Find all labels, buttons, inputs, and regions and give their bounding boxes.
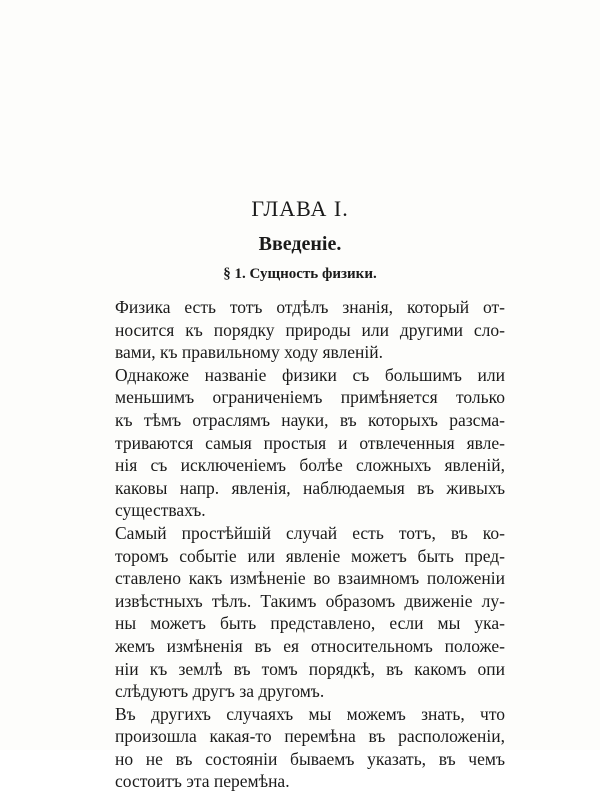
text-line: къ тѣмъ отраслямъ науки, въ которыхъ разсма-: [115, 409, 505, 430]
text-line: Самый простѣйшій случай есть тотъ, въ ко-: [115, 522, 505, 543]
text-line: нія съ исключеніемъ болѣе сложныхъ явленій,: [115, 455, 505, 476]
text-line: Въ другихъ случаяхъ мы можемъ знать, что: [115, 703, 505, 724]
text-line: носится къ порядку природы или другими сло-: [115, 319, 505, 340]
paragraph: [115, 296, 505, 364]
paragraph: [115, 522, 505, 703]
body-text: [115, 296, 505, 793]
text-line: нiи къ землѣ въ томъ порядкѣ, въ какомъ опи: [115, 658, 505, 679]
text-line: состоитъ эта перемѣна.: [115, 771, 290, 792]
text-line: каковы напр. явленія, наблюдаемыя въ живыхъ: [115, 477, 505, 498]
text-line: существахъ.: [115, 500, 206, 521]
text-line: триваются самыя простыя и отвлеченныя явле-: [115, 432, 505, 453]
section-title: Введеніе.: [258, 233, 342, 255]
text-line: вами, къ правильному ходу явленій.: [115, 342, 384, 363]
text-line: Физика есть тотъ отдѣлъ знанія, который от-: [115, 297, 505, 317]
paragraph: [115, 703, 505, 793]
text-line: извѣстныхъ тѣлъ. Такимъ образомъ движеніе лу-: [115, 590, 505, 611]
text-line: но не въ состояніи бываемъ указать, въ чемъ: [115, 748, 505, 769]
text-line: меньшимъ ограниченіемъ примѣняется только: [115, 387, 505, 408]
text-line: произошла какая-то перемѣна въ расположеніи,: [115, 726, 505, 747]
text-line: ставлено какъ измѣненіе во взаимномъ положеніи: [115, 568, 505, 589]
subsection-title: § 1. Сущность физики.: [223, 266, 377, 282]
text-line: торомъ событіе или явленіе можетъ быть пред-: [115, 545, 505, 566]
paragraph: [115, 364, 505, 522]
text-line: ны можетъ быть представлено, если мы ука-: [115, 613, 505, 634]
chapter-title: ГЛАВА I.: [251, 196, 349, 221]
text-line: Однакоже названіе физики съ большимъ или: [115, 364, 505, 385]
text-line: слѣдуютъ другъ за другомъ.: [115, 681, 325, 702]
text-line: жемъ измѣненія въ ея относительномъ положе-: [115, 635, 505, 656]
